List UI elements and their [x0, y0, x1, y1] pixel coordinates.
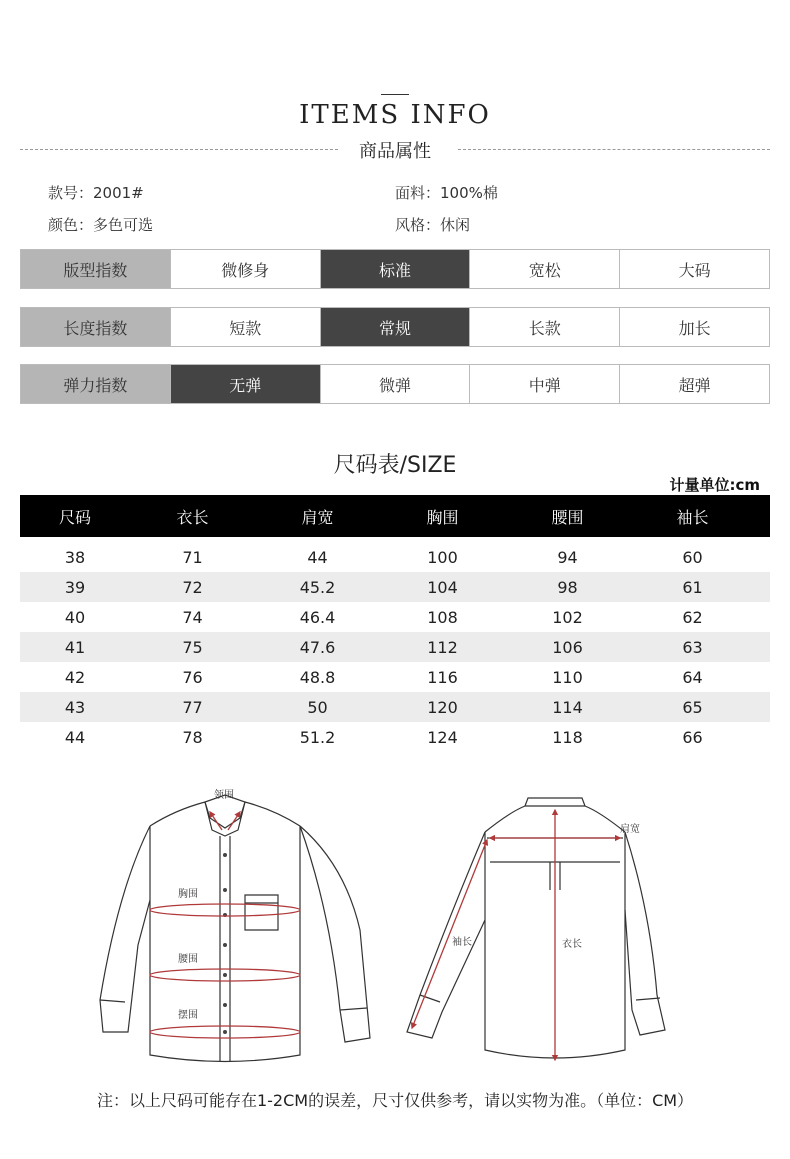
waist-label: 腰围 — [178, 954, 198, 965]
stretch-index-label: 弹力指数 — [21, 365, 170, 403]
header-sleeve: 袖长 — [676, 507, 709, 527]
title-accent-bar — [381, 94, 409, 95]
material: 面料：100%棉 — [395, 184, 498, 202]
table-cell: 106 — [552, 637, 583, 657]
length-option-regular: 常规 — [320, 308, 470, 346]
front-shirt-drawing — [100, 795, 370, 1062]
table-row — [20, 692, 770, 722]
table-cell: 102 — [552, 607, 583, 627]
table-cell: 45.2 — [299, 577, 336, 597]
table-cell: 74 — [182, 607, 203, 627]
header-length: 衣长 — [176, 507, 209, 527]
footnote: 注：以上尺码可能存在1-2CM的误差，尺寸仅供参考，请以实物为准。（单位：CM） — [96, 1091, 694, 1110]
stretch-option-slight: 微弹 — [320, 365, 470, 403]
table-cell: 61 — [682, 577, 703, 597]
table-cell: 50 — [307, 697, 328, 717]
table-cell: 51.2 — [299, 727, 336, 747]
table-cell: 77 — [182, 697, 203, 717]
table-row — [20, 542, 770, 572]
table-cell: 43 — [64, 697, 86, 717]
table-cell: 108 — [427, 607, 458, 627]
table-cell: 71 — [182, 547, 203, 567]
length-option-long: 长款 — [469, 308, 619, 346]
table-cell: 76 — [182, 667, 203, 687]
length-index-label: 长度指数 — [21, 308, 170, 346]
table-cell: 41 — [64, 637, 86, 657]
table-cell: 44 — [64, 727, 86, 747]
table-cell: 60 — [682, 547, 703, 567]
measurement-diagram — [0, 770, 790, 1070]
table-cell: 63 — [682, 637, 703, 657]
shoulder-label: 肩宽 — [620, 824, 640, 835]
stretch-option-none: 无弹 — [170, 365, 320, 403]
table-cell: 116 — [427, 667, 458, 687]
table-cell: 65 — [682, 697, 703, 717]
table-cell: 72 — [182, 577, 203, 597]
header-chest: 胸围 — [426, 507, 459, 527]
fit-index-label: 版型指数 — [21, 250, 170, 288]
size-table-header — [20, 495, 770, 537]
table-row — [20, 572, 770, 602]
table-cell: 47.6 — [299, 637, 336, 657]
fit-option-loose: 宽松 — [469, 250, 619, 288]
fit-index-row — [20, 249, 770, 289]
table-cell: 100 — [427, 547, 458, 567]
table-cell: 75 — [182, 637, 203, 657]
table-cell: 110 — [552, 667, 583, 687]
back-shirt-drawing — [407, 798, 665, 1058]
table-cell: 114 — [552, 697, 583, 717]
page-subtitle: 商品属性 — [359, 141, 431, 162]
unit-label: 计量单位:cm — [669, 476, 760, 494]
table-cell: 120 — [427, 697, 458, 717]
hem-label: 摆围 — [178, 1010, 198, 1021]
table-cell: 94 — [557, 547, 578, 567]
front-buttons — [223, 853, 227, 1034]
table-cell: 38 — [64, 547, 86, 567]
table-cell: 42 — [64, 667, 86, 687]
table-row — [20, 602, 770, 632]
fit-option-standard: 标准 — [320, 250, 470, 288]
table-cell: 39 — [64, 577, 86, 597]
table-cell: 118 — [552, 727, 583, 747]
table-row — [20, 722, 770, 752]
table-cell: 78 — [182, 727, 203, 747]
table-row — [20, 632, 770, 662]
length-label: 衣长 — [562, 939, 582, 950]
table-cell: 104 — [427, 577, 458, 597]
size-table-title: 尺码表/SIZE — [333, 453, 457, 478]
table-cell: 62 — [682, 607, 703, 627]
style-number: 款号：2001# — [48, 184, 144, 202]
stretch-option-medium: 中弹 — [469, 365, 619, 403]
style-info: 风格：休闲 — [395, 216, 471, 234]
length-index-row — [20, 307, 770, 347]
header-size: 尺码 — [58, 507, 91, 527]
chest-label: 胸围 — [178, 889, 198, 900]
fit-option-plus: 大码 — [619, 250, 769, 288]
length-option-short: 短款 — [170, 308, 320, 346]
collar-label: 领围 — [214, 790, 234, 801]
header-shoulder: 肩宽 — [301, 507, 334, 527]
table-cell: 112 — [427, 637, 458, 657]
table-cell: 40 — [64, 607, 86, 627]
table-cell: 124 — [427, 727, 458, 747]
fit-option-slim: 微修身 — [170, 250, 320, 288]
table-cell: 48.8 — [299, 667, 336, 687]
table-cell: 46.4 — [299, 607, 336, 627]
table-cell: 98 — [557, 577, 578, 597]
stretch-index-row — [20, 364, 770, 404]
table-cell: 64 — [682, 667, 703, 687]
page-title: ITEMS INFO — [299, 100, 491, 130]
table-cell: 44 — [307, 547, 328, 567]
stretch-option-super: 超弹 — [619, 365, 769, 403]
table-row — [20, 662, 770, 692]
table-cell: 66 — [682, 727, 703, 747]
header-waist: 腰围 — [551, 507, 584, 527]
length-option-extra-long: 加长 — [619, 308, 769, 346]
color-info: 颜色：多色可选 — [48, 216, 154, 234]
sleeve-label: 袖长 — [452, 937, 472, 948]
